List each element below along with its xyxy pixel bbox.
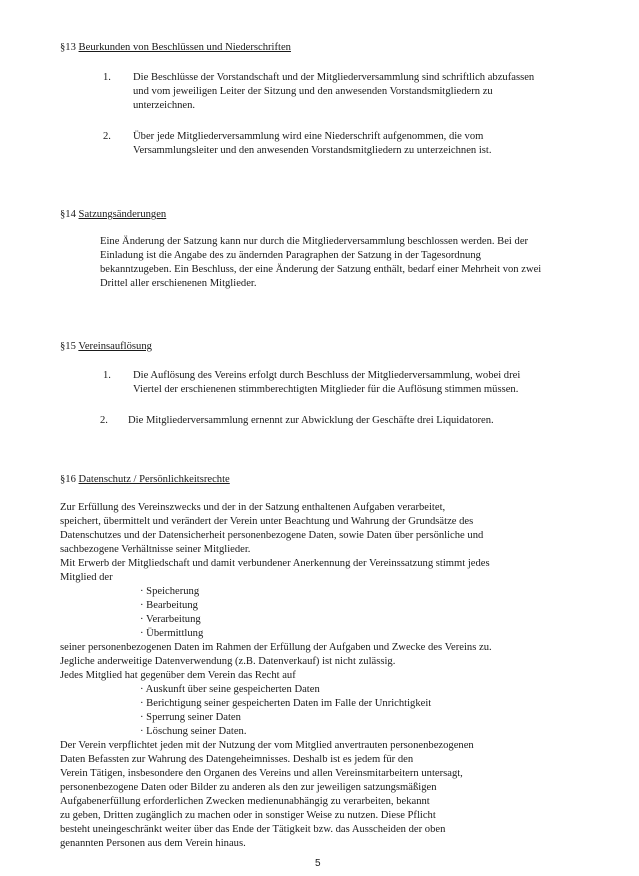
s13-item-1-number: 1. <box>103 72 111 83</box>
text-line: Die Auflösung des Vereins erfolgt durch Beschluss der Mitgliederversammlung, wobei drei <box>133 370 521 381</box>
s16-rights-list <box>140 683 431 739</box>
text-line: Die Beschlüsse der Vorstandschaft und der Mitgliederversammlung sind schriftlich abzufassen <box>133 72 535 83</box>
section-13-heading <box>60 41 291 55</box>
text-line: Datenschutzes und der Datensicherheit personenbezogene Daten, sowie Daten über persönliche und <box>60 530 484 541</box>
section-14-title: Satzungsänderungen <box>78 209 167 220</box>
list-item: · Bearbeitung <box>140 600 198 611</box>
section-15-number: §15 <box>60 341 79 352</box>
text-line: Der Verein verpflichtet jeden mit der Nutzung der vom Mitglied anvertrauten personenbezogenen <box>60 740 474 751</box>
text-line: Über jede Mitgliederversammlung wird eine Niederschrift aufgenommen, die vom <box>133 131 484 142</box>
s16-consent-list <box>140 585 203 641</box>
text-line: Verein Tätigen, insbesondere den Organen des Vereins und allen Vereinsmitarbeitern untersagt, <box>60 768 463 779</box>
text-line: Daten Befassten zur Wahrung des Datengeheimnisses. Deshalb ist es jedem für den <box>60 754 414 765</box>
s16-paragraph-3 <box>60 739 474 851</box>
list-item: · Berichtigung seiner gespeicherten Daten im Falle der Unrichtigkeit <box>140 698 432 709</box>
text-line: Viertel der erschienenen stimmberechtigten Mitglieder für die Auflösung stimmen müssen. <box>133 384 519 395</box>
text-line: Zur Erfüllung des Vereinszwecks und der in der Satzung enthaltenen Aufgaben verarbeitet, <box>60 502 446 513</box>
page-number: 5 <box>315 858 321 869</box>
text-line: Einladung ist die Angabe des zu ändernden Paragraphen der Satzung in der Tagesordnung <box>100 250 481 261</box>
s15-item-2-text <box>128 414 494 428</box>
section-13-title: Beurkunden von Beschlüssen und Niederschriften <box>78 42 291 53</box>
text-line: seiner personenbezogenen Daten im Rahmen der Erfüllung der Aufgaben und Zwecke des Vereins zu. <box>60 642 492 653</box>
text-line: Mit Erwerb der Mitgliedschaft und damit verbundener Anerkennung der Vereinssatzung stimmt jedes <box>60 558 490 569</box>
text-line: Die Mitgliederversammlung ernennt zur Abwicklung der Geschäfte drei Liquidatoren. <box>128 415 494 426</box>
text-line: Jegliche anderweitige Datenverwendung (z.B. Datenverkauf) ist nicht zulässig. <box>60 656 396 667</box>
text-line: sachbezogene Verhältnisse seiner Mitglieder. <box>60 544 251 555</box>
text-line: Mitglied der <box>60 572 113 583</box>
text-line: Aufgabenerfüllung erforderlichen Zwecken medienunabhängig zu verarbeiten, bekannt <box>60 796 430 807</box>
section-16-heading <box>60 473 230 487</box>
list-item: · Verarbeitung <box>140 614 201 625</box>
text-line: Jedes Mitglied hat gegenüber dem Verein das Recht auf <box>60 670 296 681</box>
text-line: Eine Änderung der Satzung kann nur durch die Mitgliederversammlung beschlossen werden. Bei der <box>100 236 529 247</box>
text-line: genannten Personen aus dem Verein hinaus. <box>60 838 246 849</box>
section-16-number: §16 <box>60 474 79 485</box>
s13-item-2-number: 2. <box>103 131 111 142</box>
text-line: Versammlungsleiter und den anwesenden Vorstandsmitgliedern zu unterzeichnen ist. <box>133 145 492 156</box>
s16-paragraph-1 <box>60 501 490 585</box>
s15-item-2-number: 2. <box>100 415 108 426</box>
section-14-heading <box>60 208 166 222</box>
list-item: · Übermittlung <box>140 628 204 639</box>
s15-item-1-text <box>133 369 520 397</box>
list-item: · Auskunft über seine gespeicherten Daten <box>140 684 320 695</box>
section-15-heading <box>60 340 152 354</box>
section-13-number: §13 <box>60 42 79 53</box>
s16-paragraph-2 <box>60 641 492 683</box>
text-line: zu geben, Dritten zugänglich zu machen oder in sonstiger Weise zu nutzen. Diese Pflicht <box>60 810 436 821</box>
text-line: speichert, übermittelt und verändert der Verein unter Beachtung und Wahrung der Grundsätze des <box>60 516 474 527</box>
text-line: und vom jeweiligen Leiter der Sitzung und den anwesenden Vorstandsmitgliedern zu <box>133 86 493 97</box>
text-line: Drittel aller erschienenen Mitglieder. <box>100 278 257 289</box>
text-line: unterzeichnen. <box>133 100 196 111</box>
text-line: bekanntzugeben. Ein Beschluss, der eine Änderung der Satzung enthält, bedarf einer Mehrheit von zwei <box>100 264 542 275</box>
s15-item-1-number: 1. <box>103 370 111 381</box>
text-line: besteht uneingeschränkt weiter über das Ende der Tätigkeit bzw. das Ausscheiden der oben <box>60 824 446 835</box>
section-15-title: Vereinsauflösung <box>78 341 152 352</box>
s13-item-1-text <box>133 71 534 113</box>
s14-paragraph <box>100 235 541 291</box>
section-16-title: Datenschutz / Persönlichkeitsrechte <box>78 474 230 485</box>
s13-item-2-text <box>133 130 492 158</box>
text-line: personenbezogene Daten oder Bilder zu anderen als den zur jeweiligen satzungsmäßigen <box>60 782 437 793</box>
list-item: · Speicherung <box>140 586 200 597</box>
list-item: · Sperrung seiner Daten <box>140 712 241 723</box>
section-14-number: §14 <box>60 209 79 220</box>
list-item: · Löschung seiner Daten. <box>140 726 247 737</box>
